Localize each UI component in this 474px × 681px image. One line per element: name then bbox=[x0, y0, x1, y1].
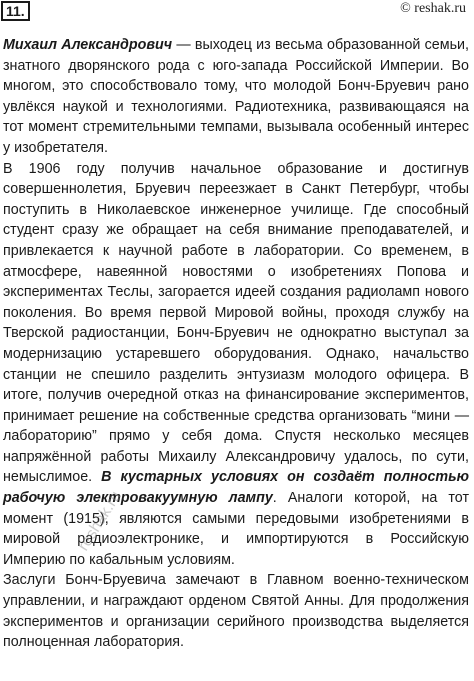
paragraph-2-end: . Аналоги которой, на тот момент (1915), являются самыми передовыми изобретениями в мировой радиоэлектронике, и импортируются в Российскую Империю по кабальным условиям. bbox=[3, 490, 469, 568]
paragraph-2-emphasis: В кустарных условиях он создаёт полностью рабочую электровакуумную лампу bbox=[3, 469, 470, 507]
paragraph-3: Заслуги Бонч-Бруевича замечают в Главном военно-техническом управлении, и награждают орденом Святой Анны. Для продолжения экспериментов и организации серийного производства выделяется полноценная лаборатория. bbox=[3, 572, 469, 651]
document-body bbox=[3, 35, 469, 653]
paragraph-2 bbox=[3, 159, 469, 571]
paragraph-1-text: — выходец из весьма образованной семьи, знатного дворянского рода с юго-запада Российской Империи. Во многом, это способствовало тому, что молодой Бонч-Бруевич рано увлёкся наукой и технологиями. Радиотехника, развивающаяся на тот момент стремительными темпами, вызывала особенный интерес у изобретателя. bbox=[3, 37, 469, 156]
source-copyright: © reshak.ru bbox=[400, 1, 466, 16]
paragraph-2-start: В 1906 году получив начальное образование и достигнув совершеннолетия, Бруевич переезжает в Санкт Петербург, чтобы поступить в Николаевское инженерное училище. Где способный студент сразу же обращает на себя внимание преподавателей, и привлекается к научной работе в лаборатории. Со временем, в атмосфере, навеянной новостями о изобретениях Попова и экспериментах Теслы, загорается идеей создания радиоламп нового поколения. Во время первой Мировой войны, проходя службу на Тверской радиостанции, Бонч-Бруевич не однократно выступал за модернизацию устаревшего оборудования. Однако, начальство станции не спешило разделить энтузиазм молодого офицера. В итоге, получив очередной отказ на финансирование экспериментов, принимает решение на собственные средства организовать “мини — лабораторию” прямо у себя дома. Спустя несколько месяцев напряжённой работы Михаилу Александровичу удалось, по сути, немыслимое. bbox=[3, 160, 469, 486]
person-name: Михаил Александрович bbox=[3, 37, 173, 53]
paragraph-1 bbox=[3, 35, 469, 159]
watermark: reshak.ru bbox=[75, 488, 125, 555]
header bbox=[0, 0, 474, 20]
task-number: 11. bbox=[1, 1, 30, 21]
